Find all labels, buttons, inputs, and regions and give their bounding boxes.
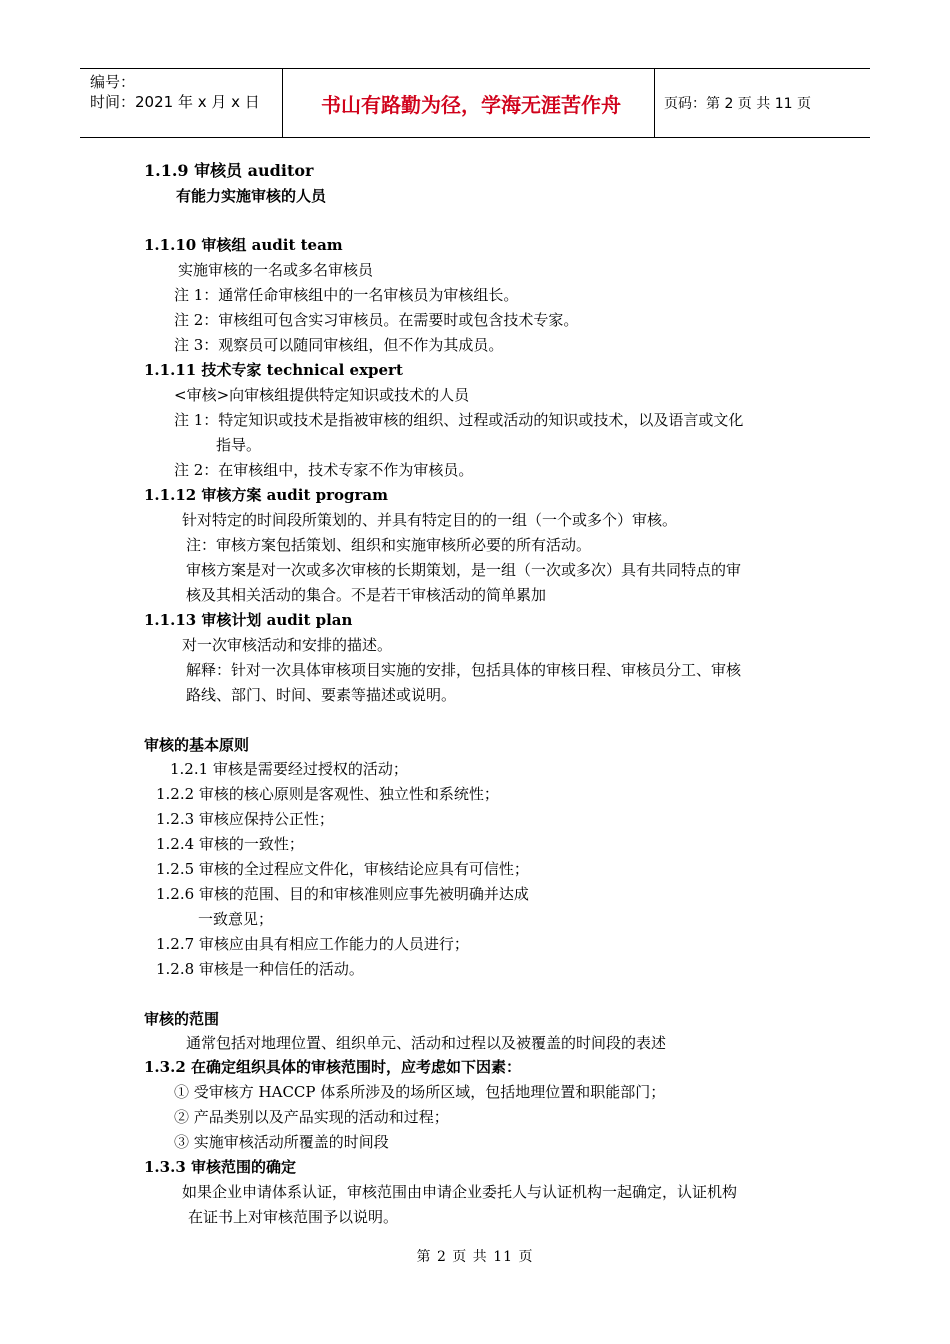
definition-text: 对一次审核活动和安排的描述。: [182, 636, 393, 654]
list-item: 一致意见；: [198, 910, 274, 928]
note-text: 注 1：通常任命审核组中的一名审核员为审核组长。: [174, 286, 519, 304]
list-item: 1.2.1 审核是需要经过授权的活动；: [170, 760, 408, 778]
header-page-number: 页码：第 2 页 共 11 页: [664, 96, 811, 112]
section-heading: 1.1.11 技术专家 technical expert: [144, 361, 403, 379]
note-text: 指导。: [216, 436, 262, 454]
list-item: 1.2.8 审核是一种信任的活动。: [156, 960, 364, 978]
paragraph-text: 如果企业申请体系认证，审核范围由申请企业委托人与认证机构一起确定，认证机构: [182, 1183, 738, 1201]
document-date-label: 时间：2021 年 x 月 x 日: [90, 93, 260, 111]
definition-text: 针对特定的时间段所策划的、并具有特定目的的一组（一个或多个）审核。: [182, 511, 678, 529]
section-heading: 1.1.12 审核方案 audit program: [144, 486, 388, 504]
header-meta: [90, 72, 260, 112]
list-item: 1.2.5 审核的全过程应文件化，审核结论应具有可信性；: [156, 860, 529, 878]
paragraph-text: 核及其相关活动的集合。不是若干审核活动的简单累加: [186, 586, 547, 604]
list-item: 1.2.4 审核的一致性；: [156, 835, 304, 853]
section-heading: 审核的范围: [144, 1010, 220, 1028]
note-text: 注 2：审核组可包含实习审核员。在需要时或包含技术专家。: [174, 311, 579, 329]
document-number-label: 编号：: [90, 73, 136, 91]
paragraph-text: 通常包括对地理位置、组织单元、活动和过程以及被覆盖的时间段的表述: [186, 1034, 667, 1052]
definition-text: 实施审核的一名或多名审核员: [178, 261, 374, 279]
section-heading: 1.1.13 审核计划 audit plan: [144, 611, 353, 629]
note-text: 注 2：在审核组中，技术专家不作为审核员。: [174, 461, 474, 479]
definition-text: 有能力实施审核的人员: [176, 187, 327, 205]
definition-text: <审核>向审核组提供特定知识或技术的人员: [174, 386, 470, 404]
section-heading: 审核的基本原则: [144, 736, 250, 754]
header-motto: 书山有路勤为径，学海无涯苦作舟: [321, 92, 621, 117]
section-heading: 1.1.9 审核员 auditor: [144, 161, 314, 180]
list-item: 1.2.2 审核的核心原则是客观性、独立性和系统性；: [156, 785, 499, 803]
list-item: 1.2.7 审核应由具有相应工作能力的人员进行；: [156, 935, 469, 953]
list-item: 1.2.6 审核的范围、目的和审核准则应事先被明确并达成: [156, 885, 529, 903]
note-text: 注：审核方案包括策划、组织和实施审核所必要的所有活动。: [186, 536, 592, 554]
note-text: 注 1：特定知识或技术是指被审核的组织、过程或活动的知识或技术，以及语言或文化: [174, 411, 744, 429]
section-heading: 1.1.10 审核组 audit team: [144, 236, 343, 254]
list-item: ② 产品类别以及产品实现的活动和过程；: [174, 1108, 449, 1126]
note-text: 注 3：观察员可以随同审核组，但不作为其成员。: [174, 336, 504, 354]
paragraph-text: 在证书上对审核范围予以说明。: [188, 1208, 399, 1226]
paragraph-text: 路线、部门、时间、要素等描述或说明。: [186, 686, 457, 704]
page-header: [80, 68, 870, 138]
paragraph-text: 审核方案是对一次或多次审核的长期策划，是一组（一次或多次）具有共同特点的审: [186, 561, 742, 579]
section-heading: 1.3.3 审核范围的确定: [144, 1158, 296, 1176]
section-heading: 1.3.2 在确定组织具体的审核范围时，应考虑如下因素：: [144, 1058, 521, 1076]
list-item: 1.2.3 审核应保持公正性；: [156, 810, 334, 828]
header-divider: [282, 69, 283, 137]
paragraph-text: 解释：针对一次具体审核项目实施的安排，包括具体的审核日程、审核员分工、审核: [186, 661, 742, 679]
list-item: ③ 实施审核活动所覆盖的时间段: [174, 1133, 389, 1151]
page-footer: 第 2 页 共 11 页: [416, 1249, 534, 1265]
list-item: ① 受审核方 HACCP 体系所涉及的场所区域，包括地理位置和职能部门；: [174, 1083, 666, 1101]
